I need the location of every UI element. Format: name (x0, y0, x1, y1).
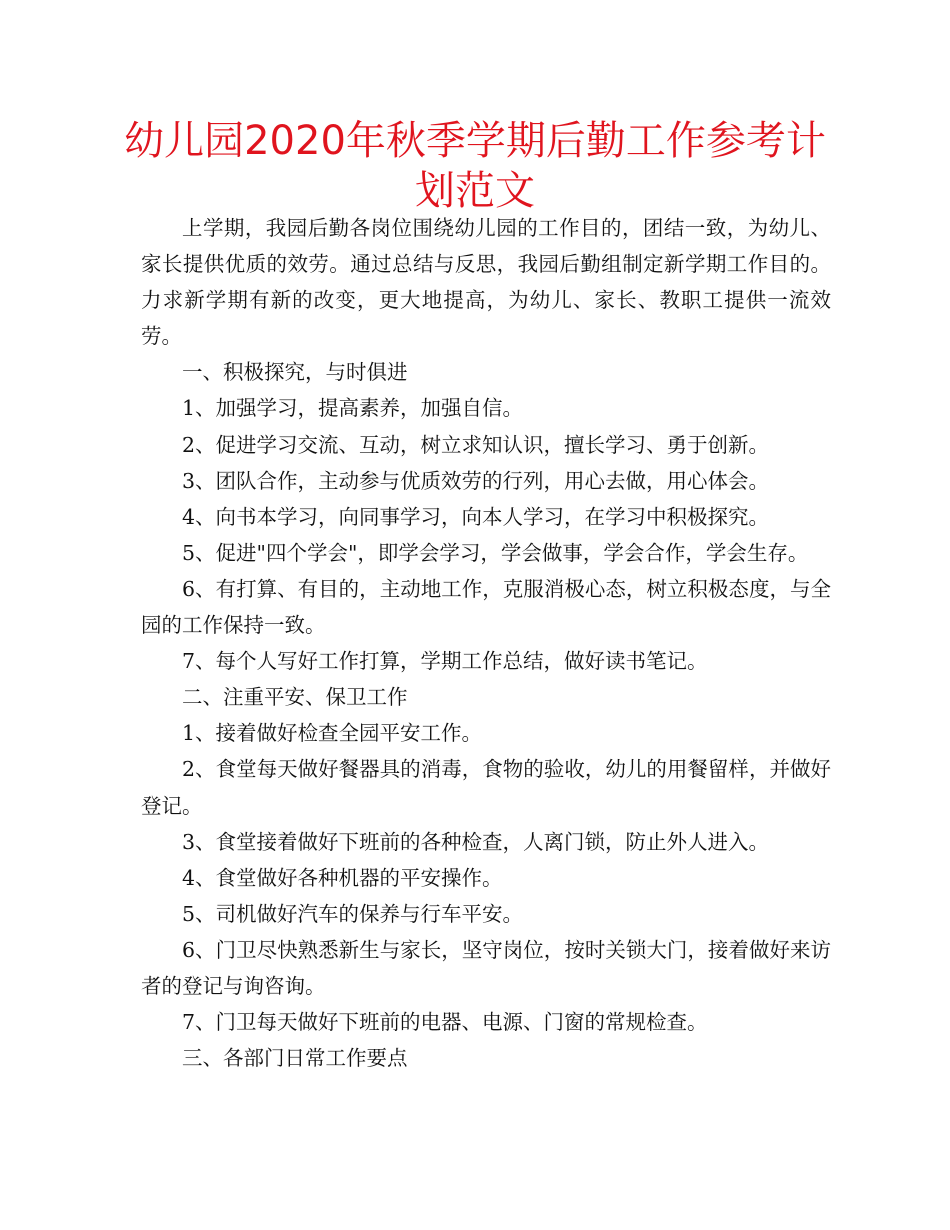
list-item: 5、促进"四个学会"，即学会学习，学会做事，学会合作，学会生存。 (182, 540, 809, 565)
list-item: 2、促进学习交流、互动，树立求知认识，擅长学习、勇于创新。 (182, 432, 770, 457)
paragraph: 上学期，我园后勤各岗位围绕幼儿园的工作目的，团结一致，为幼儿、家长提供优质的效劳。通过总结与反思，我园后勤组制定新学期工作目的。力求新学期有新的改变，更大地提高，为幼儿、家长、教职工提供一流效劳。 (141, 216, 831, 349)
document-title: 幼儿园2020年秋季学期后勤工作参考计划范文 (124, 118, 826, 214)
section-heading: 三、各部门日常工作要点 (182, 1046, 408, 1071)
list-item: 5、司机做好汽车的保养与行车平安。 (182, 901, 524, 926)
list-item: 3、团队合作，主动参与优质效劳的行列，用心去做，用心体会。 (182, 468, 770, 493)
list-item: 4、向书本学习，向同事学习，向本人学习，在学习中积极探究。 (182, 504, 770, 529)
section-heading: 二、注重平安、保卫工作 (182, 685, 408, 710)
section-heading: 一、积极探究，与时俱进 (182, 360, 408, 385)
list-item: 7、每个人写好工作打算，学期工作总结，做好读书笔记。 (182, 649, 708, 674)
list-item: 2、食堂每天做好餐器具的消毒，食物的验收，幼儿的用餐留样，并做好登记。 (141, 757, 831, 818)
list-item: 4、食堂做好各种机器的平安操作。 (182, 865, 503, 890)
list-item: 3、食堂接着做好下班前的各种检查，人离门锁，防止外人进入。 (182, 829, 770, 854)
list-item: 6、门卫尽快熟悉新生与家长，坚守岗位，按时关锁大门，接着做好来访者的登记与询咨询。 (141, 937, 831, 998)
list-item: 1、接着做好检查全园平安工作。 (182, 721, 483, 746)
list-item: 7、门卫每天做好下班前的电器、电源、门窗的常规检查。 (182, 1010, 708, 1035)
list-item: 1、加强学习，提高素养，加强自信。 (182, 396, 524, 421)
list-item: 6、有打算、有目的，主动地工作，克服消极心态，树立积极态度，与全园的工作保持一致。 (141, 576, 831, 638)
document-body (141, 210, 831, 1076)
